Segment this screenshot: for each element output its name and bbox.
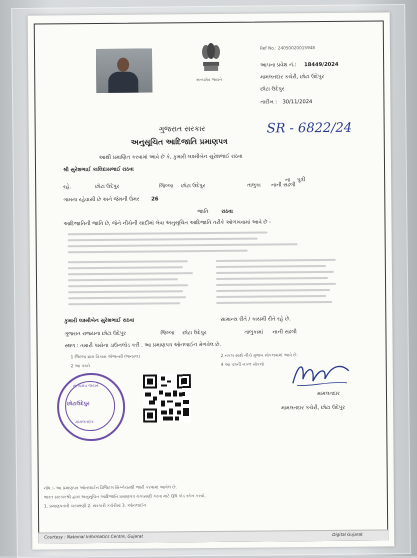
stamp-bottom-text: મામલતદાર <box>75 419 94 425</box>
issue-date: 30/11/2024 <box>282 99 313 106</box>
certificate-page <box>28 12 395 549</box>
emblem-caption: સત્યમેવ જયતે <box>196 76 222 83</box>
intro-line: આથી પ્રમાણિત કરવામાં આવે છે કે, કુમારી લક્ષ્મીબેન સુરેશભાઈ રાઠવા <box>98 153 243 161</box>
signatory-title: મામલતદાર <box>316 390 340 398</box>
barcode-text: Ref No.: 24050020015948 <box>259 45 316 51</box>
stamp-middle-text: છોટાઉદેપુર <box>67 401 90 408</box>
stamp-top-text: સત્યમેવ જયતે <box>72 382 99 389</box>
daughter-label: ના <box>285 177 291 184</box>
application-label: આપના પ્રવેશ નં.: <box>260 62 297 69</box>
residence-name: કુમારી લક્ષ્મીબેન સુરેશભાઈ રાઠવા <box>64 317 135 325</box>
footer-digital-gujarat: Digital Gujarat <box>332 531 363 537</box>
copy-item-4: 4 આ પત્રની નકલ મોકલો <box>220 361 265 367</box>
caste-value: રાઠવા <box>221 208 233 215</box>
copy-item-2: 2 આ પત્રને <box>70 363 90 369</box>
daughter-value: પુત્રી <box>297 177 306 184</box>
copy-item-3: 2 નકલ સાથે નીચે મુજબ મોકલવામાં આવે છે. <box>220 352 298 358</box>
signatory-office: મામલતદાર કચેરી, છોટા ઉદેપુર <box>281 404 345 412</box>
caste-label: જાતિ <box>197 209 209 216</box>
note-line: સ્થળ : તમારી પાસેના ડાઉનલોડ કરી . આ પ્રમાણપત્ર ઓનલાઈન મેળવેલ છે. <box>64 341 222 350</box>
state-emblem-icon <box>198 42 224 76</box>
residence-district: છોટા ઉદેપુર <box>182 330 207 337</box>
date-label: તારીખ : <box>260 99 278 106</box>
residence-line: ગુજરાત રાજ્યના છોટા ઉદેપુર <box>64 330 127 338</box>
applicant-photo <box>96 49 152 93</box>
copy-item-1: 1 જિલ્લા ગ્રામ વિકાસ એજન્સી (જનરલ) <box>70 353 140 360</box>
village-value: છોટા ઉદેપુર <box>95 183 120 191</box>
footer-note-1: નોંધ :- આ પ્રમાણપત્ર ઓનલાઈન ડિજિટલ સિગ્નેચરથી જારી કરવામાં આવેલ છે. <box>43 484 177 491</box>
taluka-value: નાની સઢલી <box>271 182 296 189</box>
verification-qr-code <box>143 374 191 422</box>
document-title: અનુસૂચિત આદિજાતિ પ્રમાણપત્ર <box>130 136 228 147</box>
issuing-office-short: છોટા ઉદેપુર <box>260 86 285 93</box>
residence-taluka: નાની સઢલી <box>272 329 297 336</box>
footer-courtesy: Courtesy : National Informatics Centre, Gujarat <box>44 533 144 540</box>
taluka-label: તાલુકા <box>247 182 261 189</box>
footer-note-3: 1. પ્રમાણપત્રની ચકાસણી 2. સરકારી કચેરીમાં 3. ઓનલાઈન <box>43 502 147 509</box>
residence-tail: સામાન્ય રીતે / કાયમી રીતે રહે છે. <box>220 316 291 323</box>
official-seal-stamp <box>57 373 126 442</box>
application-number: 18449/2024 <box>304 61 339 69</box>
father-name: શ્રી સુરેશભાઈ કાલિદાસભાઈ રાઠવા <box>63 166 134 174</box>
govt-title: ગુજરાત સરકાર <box>158 124 206 134</box>
residence-taluka-label: તાલુકામાં <box>244 329 263 336</box>
issuing-office: મામલતદાર કચેરી, છોટા ઉદેપુર <box>260 74 325 81</box>
handwritten-reference: SR - 6822/24 <box>266 120 353 137</box>
tribe-paragraph-lead: આદિજાતિની જાતિ છે, જેને નીચેની યાદીમાં લેવા અનુસૂચિત આદિજાતિ તરીકે ઓળખવામાં આવે છે - <box>63 219 271 228</box>
footer-note-2: ભારત સરકારશ્રી દ્વારા અનુસૂચિત આદિજાતિ પ્રમાણપત્ર ચકાસણી કરવા માટે QR કોડ સ્કેન કરવો. <box>43 493 206 500</box>
district-label: જિલ્લા <box>159 183 174 190</box>
residence-district-label: જિલ્લા <box>160 330 175 337</box>
age-value: 26 <box>151 196 159 203</box>
village-label: રહે. <box>63 184 72 191</box>
district-value: છોટા ઉદેપુર <box>181 183 206 190</box>
age-label: ગામના રહેવાસી છે અને જેમની ઉંમર <box>63 196 140 204</box>
